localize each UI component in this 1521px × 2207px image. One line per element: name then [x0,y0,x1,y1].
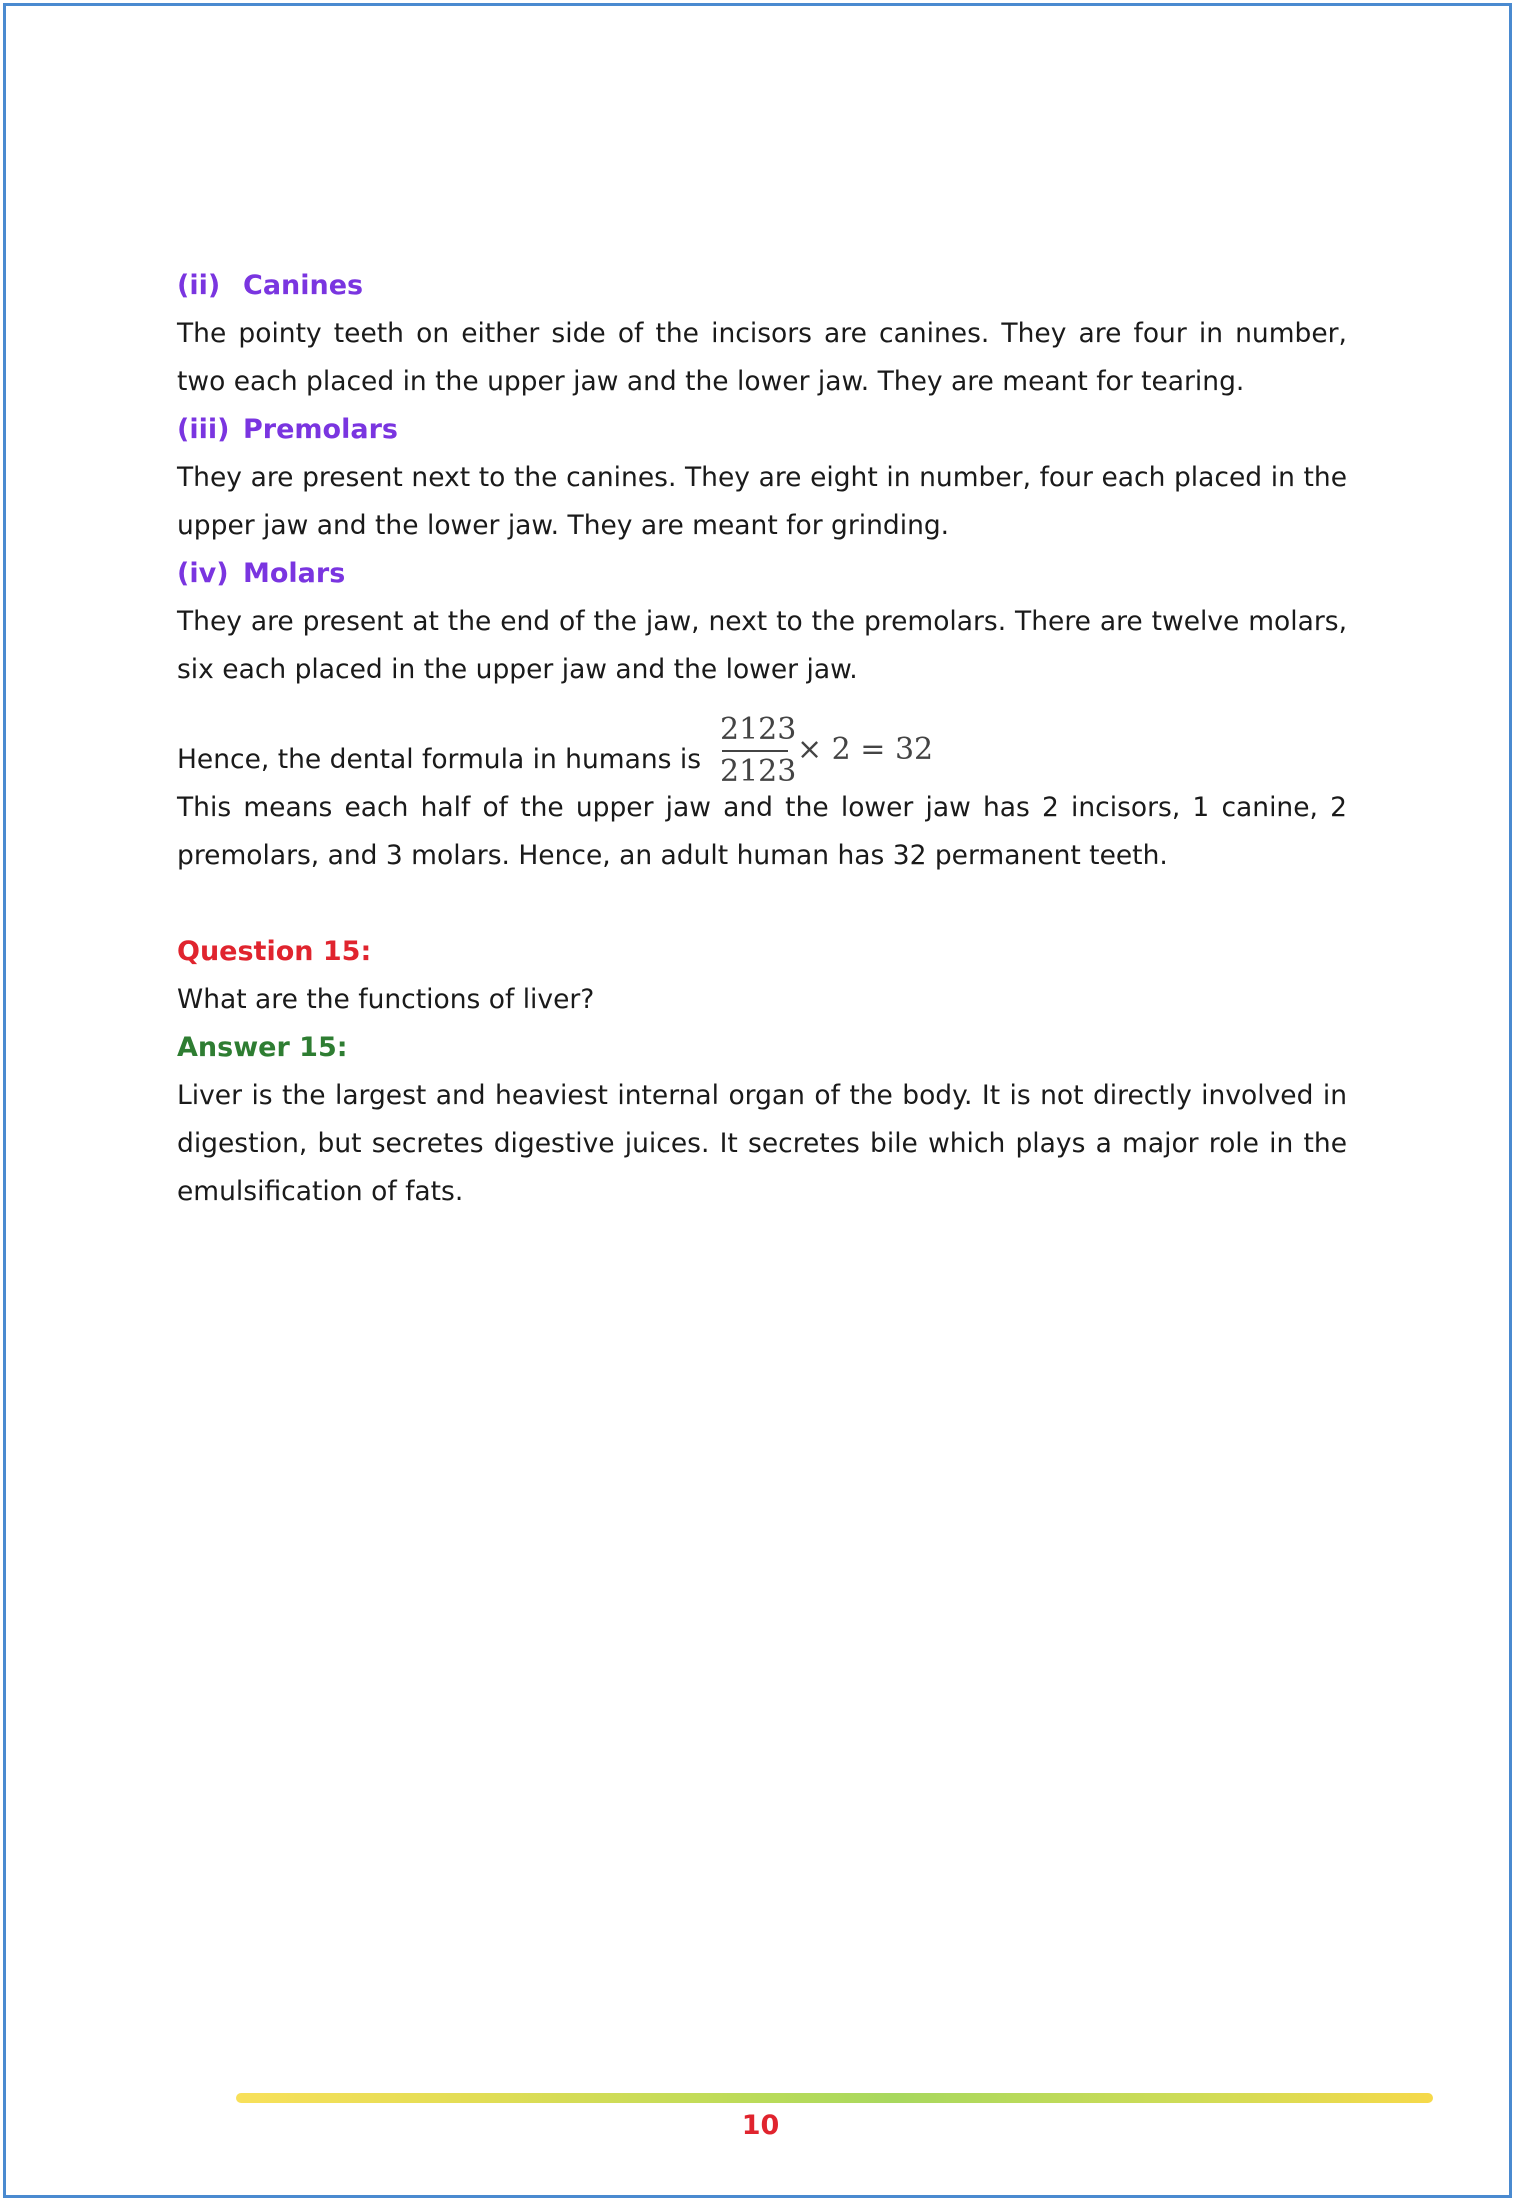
premolars-heading [177,406,1347,454]
formula-numerator: 2123 [720,712,797,747]
canines-heading [177,262,1347,310]
answer-text: Liver is the largest and heaviest internal organ of the body. It is not directly involved in digestion, but secretes digestive juices. It secretes bile which plays a major role in the emulsification of fats. [177,1080,1347,1207]
molars-heading [177,550,1347,598]
dental-formula-fraction [720,712,797,790]
formula-denominator: 2123 [720,754,797,789]
canines-number: (ii) [177,270,221,301]
canines-text: The pointy teeth on either side of the incisors are canines. They are four in number, two each placed in the upper jaw and the lower jaw. They are meant for tearing. [177,318,1347,397]
spacer [177,880,1347,928]
molars-title: Molars [243,558,346,589]
answer-label: Answer 15: [177,1032,348,1063]
page-number: 10 [741,2110,780,2141]
premolars-title: Premolars [243,414,398,445]
formula-lead-text: Hence, the dental formula in humans is [177,744,702,775]
molars-text: They are present at the end of the jaw, next to the premolars. There are twelve molars, six each placed in the upper jaw and the lower jaw. [177,606,1347,685]
footer-divider [236,2093,1433,2103]
fraction-bar [722,750,788,752]
premolars-number: (iii) [177,414,230,445]
formula-multiplier: × 2 = 32 [797,732,934,767]
question-text: What are the functions of liver? [177,984,595,1015]
question-label: Question 15: [177,936,372,967]
premolars-text: They are present next to the canines. They are eight in number, four each placed in the upper jaw and the lower jaw. They are meant for grinding. [177,462,1347,541]
page-content [177,262,1347,1216]
dental-formula-row [177,712,1347,789]
molars-number: (iv) [177,558,229,589]
canines-title: Canines [243,270,364,301]
formula-explanation: This means each half of the upper jaw and the lower jaw has 2 incisors, 1 canine, 2 premolars, and 3 molars. Hence, an adult human has 32 permanent teeth. [177,792,1347,871]
